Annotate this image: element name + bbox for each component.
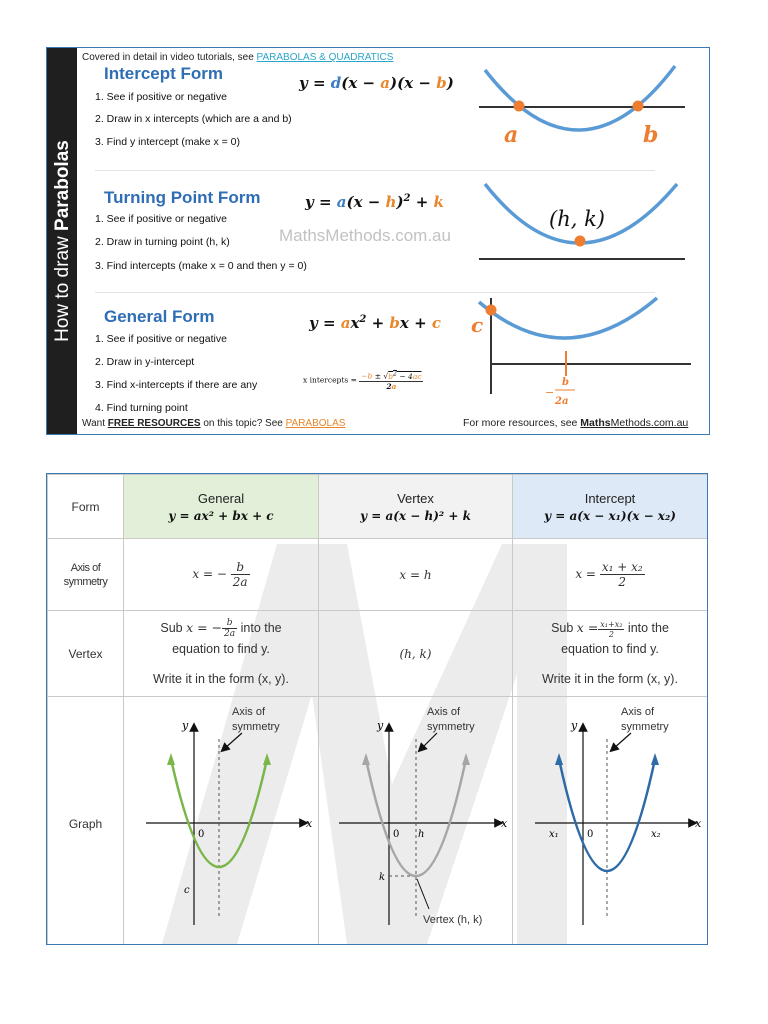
graph-general-cell bbox=[124, 697, 319, 946]
label-zero: 0 bbox=[198, 829, 205, 840]
footer-right: For more resources, see MathsMethods.com.au bbox=[463, 417, 689, 429]
label-x: x bbox=[501, 817, 508, 830]
divider bbox=[95, 292, 655, 293]
label-x1: x₁ bbox=[549, 829, 559, 840]
turning-x-numerator: b bbox=[562, 377, 569, 388]
turning-point bbox=[575, 236, 586, 247]
label-y: y bbox=[182, 719, 189, 732]
intercept-b-point bbox=[633, 101, 644, 112]
forms-table bbox=[47, 474, 708, 945]
graph-vertex bbox=[319, 697, 513, 945]
intercept-form-title: Intercept Form bbox=[104, 64, 224, 83]
axis-intercept: x = $\frac{\text{x₁ + x₂}}{2}$ bbox=[513, 539, 708, 611]
row-label-axis-of-symmetry: Axis of symmetry bbox=[48, 539, 124, 611]
forms-comparison-card bbox=[46, 473, 708, 945]
label-b: b bbox=[643, 122, 659, 148]
pointer-arrow bbox=[421, 733, 437, 749]
curve-arrow bbox=[651, 753, 659, 765]
vertex-intercept: Sub x = $\frac{\text{x₁+x₂}}{2}$ into the equation to find y. Write it in the form (x, y). bbox=[513, 611, 708, 697]
label-symmetry: symmetry bbox=[621, 721, 669, 733]
graph-intercept bbox=[513, 697, 708, 945]
general-step-1: 1. See if positive or negative bbox=[95, 333, 227, 345]
intercept-step-2: 2. Draw in x intercepts (which are a and b) bbox=[95, 113, 292, 125]
parabola-cheatsheet-card bbox=[46, 47, 710, 435]
curve-arrow bbox=[362, 753, 370, 765]
footer-left: Want FREE RESOURCES on this topic? See PARABOLAS bbox=[82, 418, 346, 429]
vertex-general: Sub x = − $\frac{b}{2a}$ into the equation to find y. Write it in the form (x, y). bbox=[124, 611, 319, 697]
general-form-equation: $y = ax^2$ + bx + c bbox=[309, 314, 442, 332]
curve-arrow bbox=[263, 753, 271, 765]
turning-point-form-title: Turning Point Form bbox=[104, 188, 261, 207]
label-c: c bbox=[471, 313, 484, 337]
curve-arrow bbox=[167, 753, 175, 765]
turning-point-form-equation: $y = a(x - h)^2 + k$ bbox=[305, 193, 444, 211]
general-step-4: 4. Find turning point bbox=[95, 402, 188, 414]
axis-general: x = − $\frac{b}{2a}$ bbox=[124, 539, 319, 611]
row-label-vertex: Vertex bbox=[48, 611, 124, 697]
general-step-2: 2. Draw in y-intercept bbox=[95, 356, 195, 368]
covered-note: Covered in detail in video tutorials, see PARABOLAS & QUADRATICS bbox=[82, 52, 394, 63]
label-axis-of: Axis of bbox=[427, 706, 461, 718]
row-label-form: Form bbox=[48, 475, 124, 539]
row-label-graph: Graph bbox=[48, 697, 124, 946]
label-h: h bbox=[418, 829, 425, 840]
pointer-arrow bbox=[613, 733, 631, 749]
table-row bbox=[48, 611, 708, 697]
column-header-general: General y = ax² + bx + c bbox=[124, 475, 319, 539]
turning-x-denominator: 2a bbox=[555, 396, 569, 407]
label-y: y bbox=[571, 719, 578, 732]
table-row bbox=[48, 539, 708, 611]
sidebar-title: How to draw Parabolas bbox=[52, 140, 73, 342]
label-vertex-hk: Vertex (h, k) bbox=[423, 914, 483, 926]
vertex-pointer bbox=[417, 879, 429, 909]
table-row bbox=[48, 697, 708, 946]
vertex-vertex: (h, k) bbox=[319, 611, 513, 697]
curve-arrow bbox=[555, 753, 563, 765]
table-row bbox=[48, 475, 708, 539]
y-intercept-point bbox=[486, 305, 497, 316]
parabola-curve bbox=[485, 66, 675, 130]
turning-x-sign: − bbox=[545, 386, 555, 399]
label-hk: (h, k) bbox=[549, 207, 605, 231]
label-y: y bbox=[377, 719, 384, 732]
label-zero: 0 bbox=[587, 829, 594, 840]
general-step-3: 3. Find x-intercepts if there are any bbox=[95, 379, 258, 391]
intercept-step-3: 3. Find y intercept (make x = 0) bbox=[95, 136, 241, 148]
turning-step-2: 2. Draw in turning point (h, k) bbox=[95, 236, 230, 248]
label-symmetry: symmetry bbox=[427, 721, 475, 733]
watermark: MathsMethods.com.au bbox=[279, 226, 451, 245]
graph-general bbox=[124, 697, 319, 945]
mathsmethods-link[interactable]: MathsMethods.com.au bbox=[580, 417, 689, 429]
parabola-curve bbox=[479, 298, 657, 338]
parabolas-link[interactable]: PARABOLAS bbox=[285, 418, 346, 429]
curve-arrow bbox=[462, 753, 470, 765]
label-x: x bbox=[695, 817, 702, 830]
label-k: k bbox=[379, 872, 386, 883]
quadratic-formula: x intercepts = $\frac{-b \pm √b^2 - 4ac}{2a}$ bbox=[303, 370, 422, 391]
quadratic-fraction: $\frac{-b \pm √b^2 - 4ac}{2a}$ bbox=[361, 370, 422, 391]
column-header-intercept: Intercept y = a(x − x₁)(x − x₂) bbox=[513, 475, 708, 539]
turning-step-3: 3. Find intercepts (make x = 0 and then y = 0) bbox=[95, 260, 307, 272]
graph-intercept-cell bbox=[513, 697, 708, 946]
label-axis-of: Axis of bbox=[621, 706, 655, 718]
column-header-vertex: Vertex y = a(x − h)² + k bbox=[319, 475, 513, 539]
label-a: a bbox=[504, 122, 519, 148]
turning-point-form-graph bbox=[475, 178, 695, 273]
label-symmetry: symmetry bbox=[232, 721, 280, 733]
general-form-graph bbox=[467, 296, 697, 416]
graph-vertex-cell bbox=[319, 697, 513, 946]
label-x2: x₂ bbox=[651, 829, 661, 840]
general-form-title: General Form bbox=[104, 307, 215, 326]
intercept-form-graph bbox=[475, 62, 695, 172]
intercept-form-equation: y = d(x − a)(x − b) bbox=[299, 74, 454, 92]
intercept-step-1: 1. See if positive or negative bbox=[95, 91, 227, 103]
label-zero: 0 bbox=[393, 829, 400, 840]
pointer-arrow bbox=[224, 733, 242, 749]
turning-step-1: 1. See if positive or negative bbox=[95, 213, 227, 225]
axis-vertex: x = h bbox=[319, 539, 513, 611]
label-x: x bbox=[306, 817, 313, 830]
label-axis-of: Axis of bbox=[232, 706, 266, 718]
parabolas-quadratics-link[interactable]: PARABOLAS & QUADRATICS bbox=[256, 52, 394, 63]
sidebar bbox=[47, 48, 77, 434]
intercept-a-point bbox=[514, 101, 525, 112]
label-c: c bbox=[184, 885, 190, 896]
